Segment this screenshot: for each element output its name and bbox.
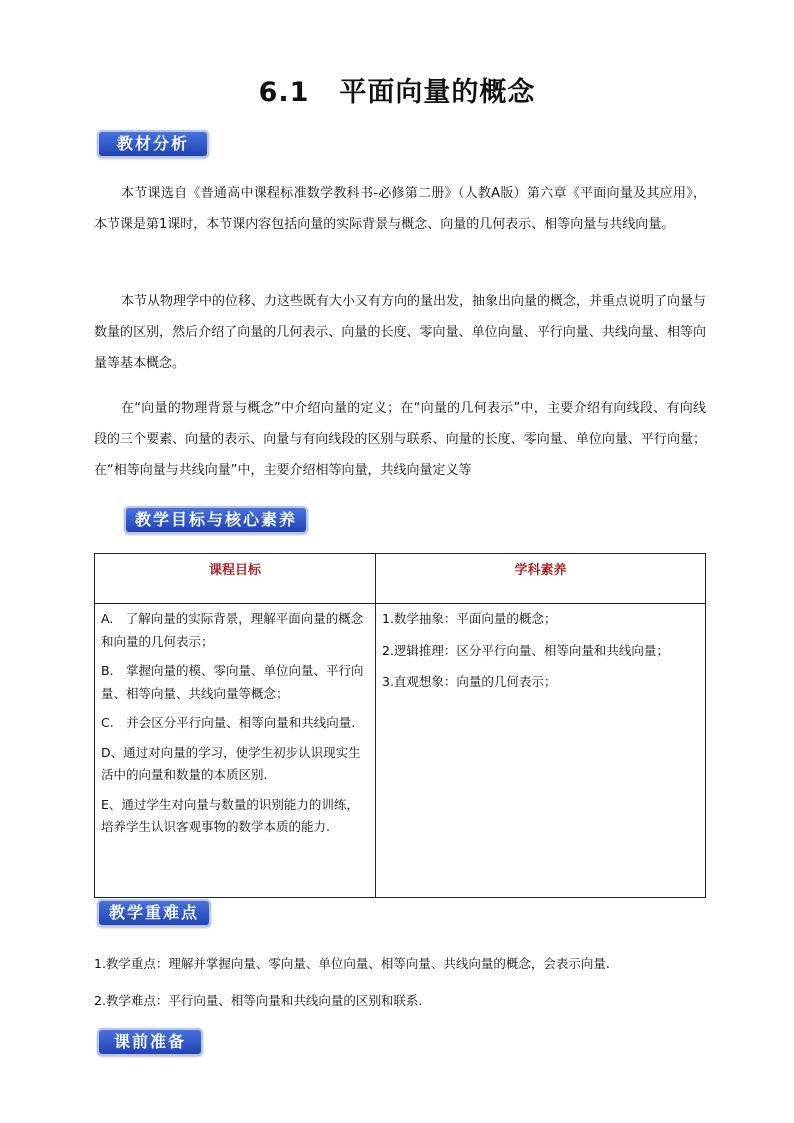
- table-header-row: [95, 554, 706, 604]
- section-badge-key-points: 教学重难点: [97, 899, 211, 927]
- key-point-2: 2.教学难点：平行向量、相等向量和共线向量的区别和联系.: [94, 993, 423, 1008]
- key-point-1: 1.教学重点：理解并掌握向量、零向量、单位向量、相等向量、共线向量的概念，会表示向量.: [94, 956, 610, 971]
- literacy-item-1: 1.数学抽象：平面向量的概念；: [382, 611, 557, 626]
- analysis-paragraph-2: 本节从物理学中的位移、力这些既有大小又有方向的量出发，抽象出向量的概念，并重点说明了向量与数量的区别，然后介绍了向量的几何表示、向量的长度、零向量、单位向量、平行向量、共线向量、相等向量等基本概念。: [94, 294, 707, 371]
- analysis-paragraph-1: 本节课选自《普通高中课程标准数学教科书-必修第二册》（人教A版）第六章《平面向量及其应用》，本节课是第1课时，本节课内容包括向量的实际背景与概念、向量的几何表示、相等向量与共线向量。: [94, 186, 706, 232]
- table-row: [95, 604, 706, 898]
- header-course-goals: 课程目标: [95, 554, 376, 604]
- analysis-paragraph-3: 在“向量的物理背景与概念”中介绍向量的定义；在“向量的几何表示”中，主要介绍有向线段、有向线段的三个要素、向量的表示、向量与有向线段的区别与联系、向量的长度、零向量、单位向量、平行向量；在“相等向量与共线向量”中，主要介绍相等向量，共线向量定义等: [94, 401, 706, 478]
- section-badge-goals: 教学目标与核心素养: [124, 506, 308, 534]
- header-literacy: 学科素养: [376, 554, 706, 604]
- course-goal-e: E、通过学生对向量与数量的识别能力的训练，培养学生认识客观事物的数学本质的能力.: [101, 796, 359, 834]
- course-goal-d: D、通过对向量的学习，使学生初步认识现实生活中的向量和数量的本质区别.: [101, 744, 361, 782]
- section-badge-preparation: 课前准备: [97, 1028, 203, 1056]
- course-goals-cell: [95, 604, 376, 898]
- section-number: 6.1: [258, 77, 310, 108]
- course-goal-c: C. 并会区分平行向量、相等向量和共线向量.: [101, 715, 356, 730]
- course-goal-b: B. 掌握向量的模、零向量、单位向量、平行向量、相等向量、共线向量等概念；: [101, 663, 364, 701]
- literacy-item-3: 3.直观想象：向量的几何表示；: [382, 674, 557, 689]
- course-goal-a: A. 了解向量的实际背景，理解平面向量的概念和向量的几何表示；: [101, 611, 364, 649]
- literacy-cell: [376, 604, 706, 898]
- title-text: 平面向量的概念: [339, 77, 536, 108]
- literacy-item-2: 2.逻辑推理：区分平行向量、相等向量和共线向量；: [382, 642, 669, 658]
- goals-table: [94, 553, 706, 898]
- page-title: [0, 70, 794, 109]
- section-badge-analysis: 教材分析: [97, 130, 209, 158]
